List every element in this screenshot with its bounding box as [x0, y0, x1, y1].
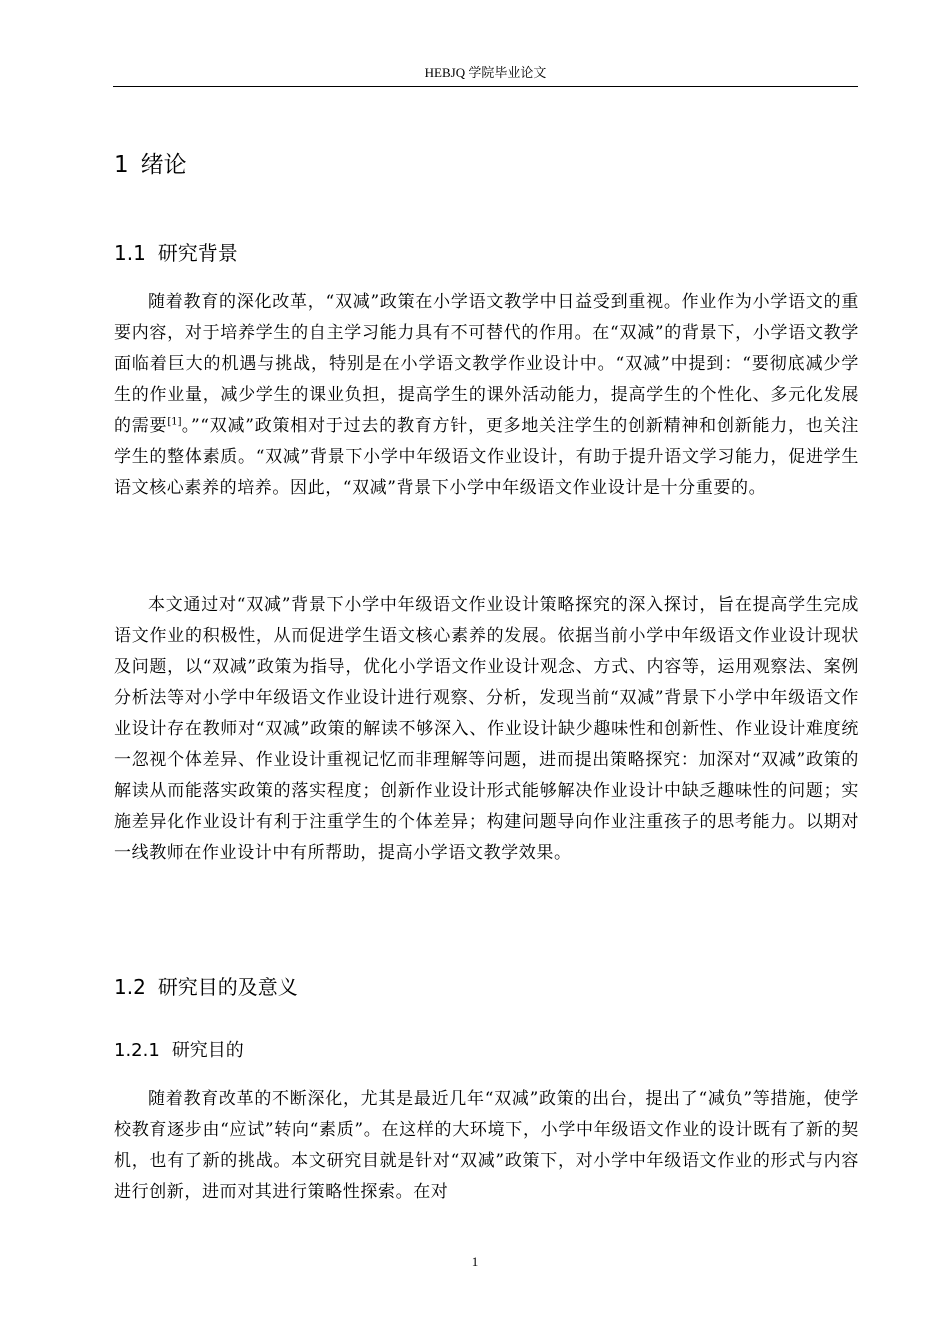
section-heading-1-1: [114, 238, 238, 268]
paragraph-text: 。”“双减”政策相对于过去的教育方针，更多地关注学生的创新精神和创新能力，也关注学生的整体素质。“双减”背景下小学中年级语文作业设计，有助于提升语文学习能力，促进学生语文核心素养的培养。因此，“双减”背景下小学中年级语文作业设计是十分重要的。: [114, 416, 859, 498]
body-paragraph-1: [114, 287, 859, 504]
section-title: 研究背景: [157, 241, 238, 265]
page-number: 1: [471, 1254, 479, 1269]
citation-marker: [1]: [167, 416, 182, 428]
subsection-number: 1.2.1: [114, 1040, 160, 1061]
section-number: 1.1: [114, 241, 146, 265]
body-paragraph-3: 随着教育改革的不断深化，尤其是最近几年“双减”政策的出台，提出了“减负”等措施，使学校教育逐步由“应试”转向“素质”。在这样的大环境下，小学中年级语文作业的设计既有了新的契机，也有了新的挑战。本文研究目就是针对“双减”政策下，对小学中年级语文作业的形式与内容进行创新，进而对其进行策略性探索。在对: [114, 1089, 859, 1202]
header-rule: [113, 86, 858, 87]
chapter-number: 1: [114, 152, 129, 178]
paragraph-text: 随着教育的深化改革，“双减”政策在小学语文教学中日益受到重视。作业作为小学语文的重要内容，对于培养学生的自主学习能力具有不可替代的作用。在“双减”的背景下，小学语文教学面临着巨大的机遇与挑战，特别是在小学语文教学作业设计中。“双减”中提到：“要彻底减少学生的作业量，减少学生的课业负担，提高学生的课外活动能力，提高学生的个性化、多元化发展的需要: [114, 292, 859, 436]
body-paragraph-2: 本文通过对“双减”背景下小学中年级语文作业设计策略探究的深入探讨，旨在提高学生完成语文作业的积极性，从而促进学生语文核心素养的发展。依据当前小学中年级语文作业设计现状及问题，以“双减”政策为指导，优化小学语文作业设计观念、方式、内容等，运用观察法、案例分析法等对小学中年级语文作业设计进行观察、分析，发现当前“双减”背景下小学中年级语文作业设计存在教师对“双减”政策的解读不够深入、作业设计缺少趣味性和创新性、作业设计难度统一忽视个体差异、作业设计重视记忆而非理解等问题，进而提出策略探究：加深对“双减”政策的解读从而能落实政策的落实程度；创新作业设计形式能够解决作业设计中缺乏趣味性的问题；实施差异化作业设计有利于注重学生的个体差异；构建问题导向作业注重孩子的思考能力。以期对一线教师在作业设计中有所帮助，提高小学语文教学效果。: [114, 595, 859, 863]
section-heading-1-2: [114, 972, 298, 1002]
chapter-title: 绪论: [140, 152, 187, 178]
section-number: 1.2: [114, 975, 146, 999]
running-header: HEBJQ 学院毕业论文: [424, 65, 547, 80]
subsection-title: 研究目的: [171, 1040, 244, 1061]
subsection-heading-1-2-1: [114, 1037, 244, 1065]
chapter-heading: [114, 148, 187, 182]
section-title: 研究目的及意义: [157, 975, 298, 999]
